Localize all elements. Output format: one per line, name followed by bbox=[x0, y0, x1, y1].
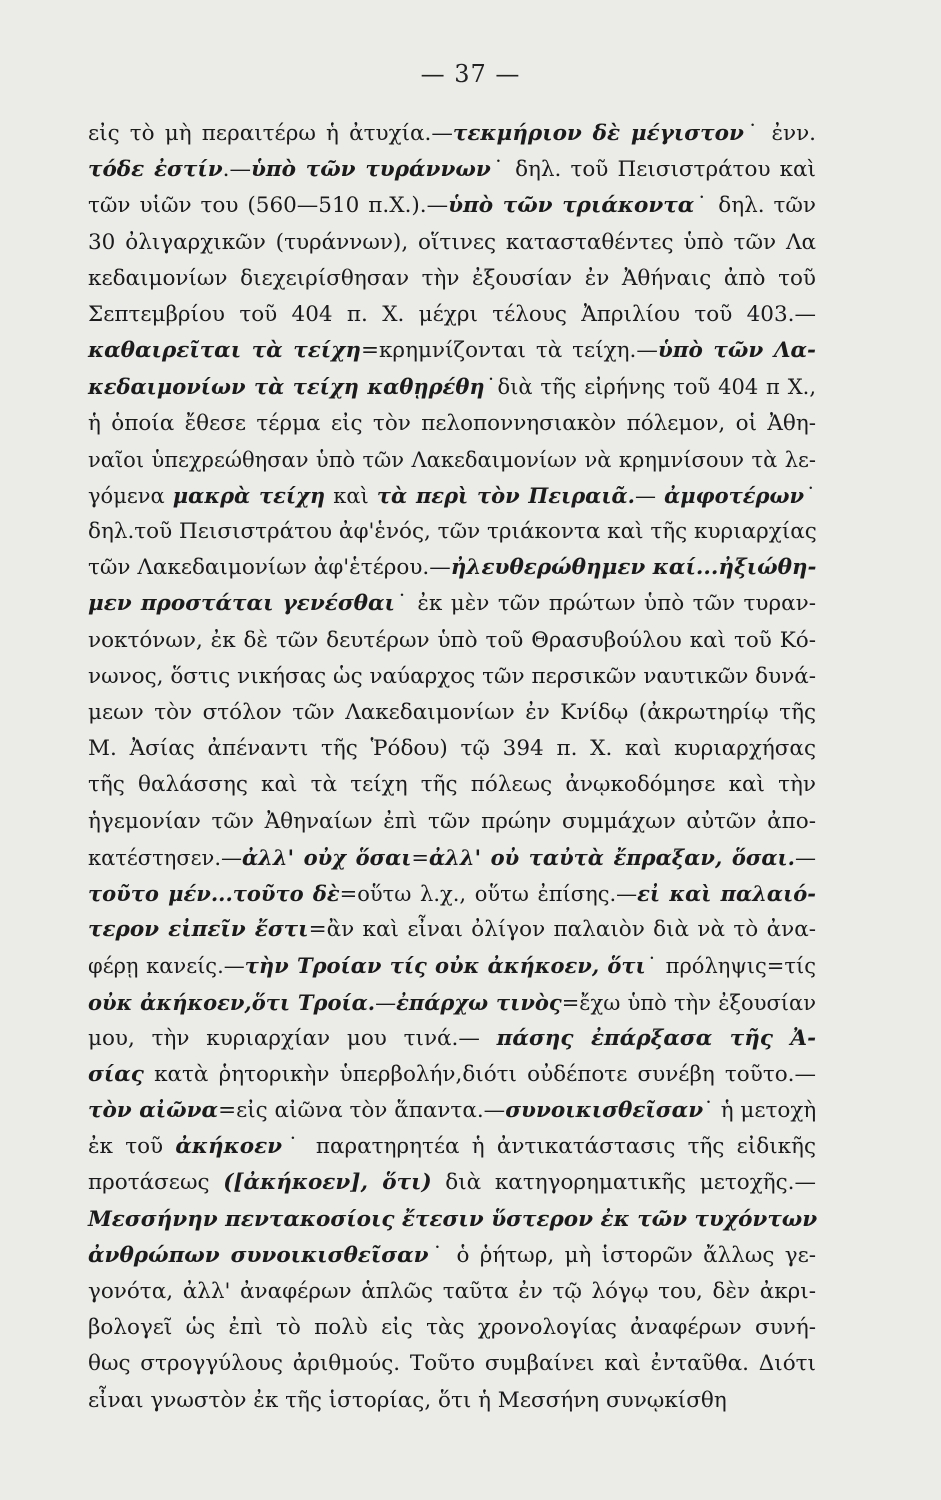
gloss-text: ˙ ὁ ῥήτωρ, μὴ ἱστορῶν ἄλλως γε- bbox=[428, 1242, 816, 1268]
gloss-text: ˙ δηλ. τῶν bbox=[694, 193, 817, 219]
gloss-text: νοκτόνων, ἐκ δὲ τῶν δευτέρων ὑπὸ τοῦ Θρασυβούλου καὶ τοῦ Κό- bbox=[88, 627, 816, 653]
text-line bbox=[88, 1238, 816, 1274]
text-line bbox=[88, 116, 816, 152]
gloss-text: ἐκ τοῦ bbox=[88, 1134, 176, 1160]
lemma-text: μεν προστάται γενέσθαι bbox=[88, 591, 395, 617]
gloss-text: 30 ὀλιγαρχικῶν (τυράννων), οἵτινες κατασταθέντες ὑπὸ τῶν Λα bbox=[88, 229, 816, 255]
text-line bbox=[88, 1202, 816, 1238]
gloss-text: ἡγεμονίαν τῶν Ἀθηναίων ἐπὶ τῶν πρώην συμμάχων αὐτῶν ἀπο- bbox=[88, 808, 816, 834]
text-line bbox=[88, 659, 816, 695]
lemma-text: καθαιρεῖται τὰ τείχη bbox=[88, 338, 361, 364]
gloss-text: ˙ ἐκ μὲν τῶν πρώτων ὑπὸ τῶν τυραν- bbox=[394, 591, 816, 617]
gloss-text: ˙διὰ τῆς εἰρήνης τοῦ 404 π Χ., bbox=[484, 375, 816, 400]
gloss-text: =εἰς αἰῶνα τὸν ἅπαντα.— bbox=[218, 1098, 506, 1124]
lemma-text: πάσης ἐπάρξασα τῆς Ἀ- bbox=[496, 1025, 816, 1051]
text-line bbox=[88, 1346, 816, 1382]
text-line bbox=[88, 369, 816, 405]
gloss-text: κατὰ ῥητορικὴν ὑπερβολήν,διότι οὐδέποτε συνέβη τοῦτο.— bbox=[143, 1061, 816, 1087]
text-line bbox=[88, 406, 816, 442]
gloss-text: .— bbox=[222, 157, 252, 183]
gloss-text: μου, τὴν κυριαρχίαν μου τινά.— bbox=[88, 1025, 497, 1051]
text-line bbox=[88, 1057, 816, 1093]
text-line bbox=[88, 514, 816, 550]
lemma-text: ἠλευθερώθημεν καί...ἠξιώθη- bbox=[450, 555, 817, 581]
text-line bbox=[88, 1274, 816, 1310]
text-line bbox=[88, 985, 816, 1021]
lemma-text: ὑπὸ τῶν τυράννων bbox=[251, 157, 491, 183]
lemma-text: τόδε ἐστίν bbox=[88, 157, 223, 183]
lemma-text: εἰ καὶ παλαιό- bbox=[637, 880, 816, 906]
text-line bbox=[88, 550, 816, 586]
gloss-text: = bbox=[411, 845, 430, 870]
gloss-text: προτάσεως bbox=[88, 1170, 224, 1196]
text-line bbox=[88, 1165, 816, 1201]
lemma-text: ([ἀκήκοεν], ὅτι) bbox=[223, 1170, 432, 1196]
lemma-text: ἀνθρώπων συνοικισθεῖσαν bbox=[88, 1242, 429, 1268]
gloss-text: Σεπτεμβρίου τοῦ 404 π. Χ. μέχρι τέλους Ἀπριλίου τοῦ 403.— bbox=[88, 301, 816, 327]
text-line bbox=[88, 1021, 816, 1057]
gloss-text: ˙ πρόληψις=τίς bbox=[645, 954, 817, 979]
text-line bbox=[88, 442, 816, 478]
text-line bbox=[88, 804, 816, 840]
text-line bbox=[88, 767, 816, 803]
lemma-text: σίας bbox=[88, 1061, 144, 1087]
lemma-text: ἐπάρχω τινὸς bbox=[396, 989, 562, 1015]
text-line bbox=[88, 333, 816, 369]
lemma-text: κεδαιμονίων τὰ τείχη καθῃρέθη bbox=[88, 374, 485, 400]
lemma-text: συνοικισθεῖσαν bbox=[505, 1098, 704, 1124]
gloss-text: διὰ κατηγορηματικῆς μετοχῆς.— bbox=[431, 1170, 816, 1196]
text-line bbox=[88, 225, 816, 261]
gloss-text: τῶν υἱῶν του (560—510 π.Χ.).— bbox=[88, 193, 449, 219]
gloss-text: ˙ bbox=[804, 483, 816, 508]
lemma-text: Μεσσήνην πεντακοσίοις ἔτεσιν ὕστερον ἐκ τῶν τυχόντων bbox=[88, 1206, 818, 1232]
gloss-text: ˙ παρατηρητέα ἡ ἀντικατάστασις τῆς εἰδικῆς bbox=[282, 1134, 816, 1160]
gloss-text: τῆς θαλάσσης καὶ τὰ τείχη τῆς πόλεως ἀνῳκοδόμησε καὶ τὴν bbox=[88, 772, 816, 798]
gloss-text: εἶναι γνωστὸν ἐκ τῆς ἱστορίας, ὅτι ἡ Μεσσήνη συνῳκίσθη bbox=[88, 1387, 727, 1413]
page-number: — 37 — bbox=[420, 60, 521, 88]
gloss-text: =οὕτω λ.χ., οὕτω ἐπίσης.— bbox=[339, 881, 638, 906]
gloss-text: =ἔχω ὑπὸ τὴν ἐξουσίαν bbox=[561, 990, 816, 1015]
gloss-text: κεδαιμονίων διεχειρίσθησαν τὴν ἐξουσίαν ἐν Ἀθήναις ἀπὸ τοῦ bbox=[88, 265, 816, 291]
gloss-text: δηλ.τοῦ Πεισιστράτου ἀφ'ἑνός, τῶν τριάκοντα καὶ τῆς κυριαρχίας bbox=[88, 519, 817, 545]
text-line bbox=[88, 731, 816, 767]
text-line bbox=[88, 1310, 816, 1346]
lemma-text: τοῦτο μέν...τοῦτο δὲ bbox=[88, 880, 340, 906]
gloss-text: γόμενα bbox=[88, 483, 173, 508]
lemma-text: τὴν Τροίαν τίς οὐκ ἀκήκοεν, ὅτι bbox=[244, 953, 646, 979]
text-line bbox=[88, 188, 816, 224]
gloss-text: ˙ ἐνν. bbox=[743, 121, 816, 146]
gloss-text: ἡ ὁποία ἔθεσε τέρμα εἰς τὸν πελοποννησιακὸν πόλεμον, οἱ Ἀθη- bbox=[88, 410, 816, 436]
gloss-text: =κρημνίζονται τὰ τείχη.— bbox=[360, 338, 658, 364]
gloss-text: ˙ δηλ. τοῦ Πεισιστράτου καὶ bbox=[490, 157, 816, 183]
text-line bbox=[88, 261, 816, 297]
gloss-text: — bbox=[634, 483, 665, 508]
gloss-text: — bbox=[794, 845, 816, 870]
text-line bbox=[88, 695, 816, 731]
text-line bbox=[88, 948, 816, 984]
gloss-text: — bbox=[375, 990, 397, 1015]
lemma-text: ἀλλ' οὐχ ὅσαι bbox=[242, 844, 412, 870]
gloss-text: βολογεῖ ὡς ἐπὶ τὸ πολὺ εἰς τὰς χρονολογίας ἀναφέρων συνή- bbox=[88, 1315, 816, 1341]
lemma-text: ἀλλ' οὐ ταὐτὰ ἔπραξαν, ὅσαι. bbox=[429, 844, 795, 870]
gloss-text: φέρῃ κανείς.— bbox=[88, 954, 245, 979]
text-line bbox=[88, 623, 816, 659]
text-line bbox=[88, 1383, 816, 1419]
text-line bbox=[88, 586, 816, 622]
text-line bbox=[88, 478, 816, 514]
text-line bbox=[88, 1129, 816, 1165]
gloss-text: καὶ bbox=[325, 483, 377, 508]
gloss-text: κατέστησεν.— bbox=[88, 845, 242, 870]
lemma-text: οὐκ ἀκήκοεν,ὅτι Τροία. bbox=[88, 989, 376, 1015]
gloss-text: ναῖοι ὑπεχρεώθησαν ὑπὸ τῶν Λακεδαιμονίων νὰ κρημνίσουν τὰ λε- bbox=[88, 447, 816, 472]
text-line bbox=[88, 876, 816, 912]
gloss-text: =ἂν καὶ εἶναι ὀλίγον παλαιὸν διὰ νὰ τὸ ἀνα- bbox=[308, 917, 816, 943]
text-line bbox=[88, 297, 816, 333]
gloss-text: τῶν Λακεδαιμονίων ἀφ'ἑτέρου.— bbox=[88, 555, 451, 581]
lemma-text: τερον εἰπεῖν ἔστι bbox=[88, 917, 309, 943]
gloss-text: γονότα, ἀλλ' ἀναφέρων ἁπλῶς ταῦτα ἐν τῷ λόγῳ του, δὲν ἀκρι- bbox=[88, 1279, 816, 1304]
lemma-text: τεκμήριον δὲ μέγιστον bbox=[452, 121, 744, 146]
lemma-text: τὸν αἰῶνα bbox=[88, 1098, 219, 1124]
lemma-text: ἀμφοτέρων bbox=[664, 482, 805, 508]
text-line bbox=[88, 840, 816, 876]
lemma-text: ὑπὸ τῶν τριάκοντα bbox=[448, 193, 695, 219]
gloss-text: θως στρογγύλους ἀριθμούς. Τοῦτο συμβαίνει καὶ ἐνταῦθα. Διότι bbox=[88, 1351, 816, 1377]
gloss-text: εἰς τὸ μὴ περαιτέρω ἡ ἀτυχία.— bbox=[88, 121, 453, 146]
text-line bbox=[88, 152, 816, 188]
lemma-text: μακρὰ τείχη bbox=[172, 482, 326, 508]
lemma-text: τὰ περὶ τὸν Πειραιᾶ. bbox=[376, 482, 635, 508]
text-line bbox=[88, 912, 816, 948]
lemma-text: ἀκήκοεν bbox=[175, 1134, 283, 1160]
gloss-text: ˙ ἡ μετοχὴ bbox=[703, 1098, 817, 1124]
gloss-text: μεων τὸν στόλον τῶν Λακεδαιμονίων ἐν Κνίδῳ (ἀκρωτηρίῳ τῆς bbox=[88, 700, 816, 725]
gloss-text: Μ. Ἀσίας ἀπέναντι τῆς Ῥόδου) τῷ 394 π. Χ. καὶ κυριαρχήσας bbox=[88, 736, 816, 762]
gloss-text: νωνος, ὅστις νικήσας ὡς ναύαρχος τῶν περσικῶν ναυτικῶν δυνά- bbox=[88, 663, 817, 689]
commentary-text bbox=[88, 116, 816, 1419]
text-line bbox=[88, 1093, 816, 1129]
lemma-text: ὑπὸ τῶν Λα- bbox=[657, 338, 816, 364]
